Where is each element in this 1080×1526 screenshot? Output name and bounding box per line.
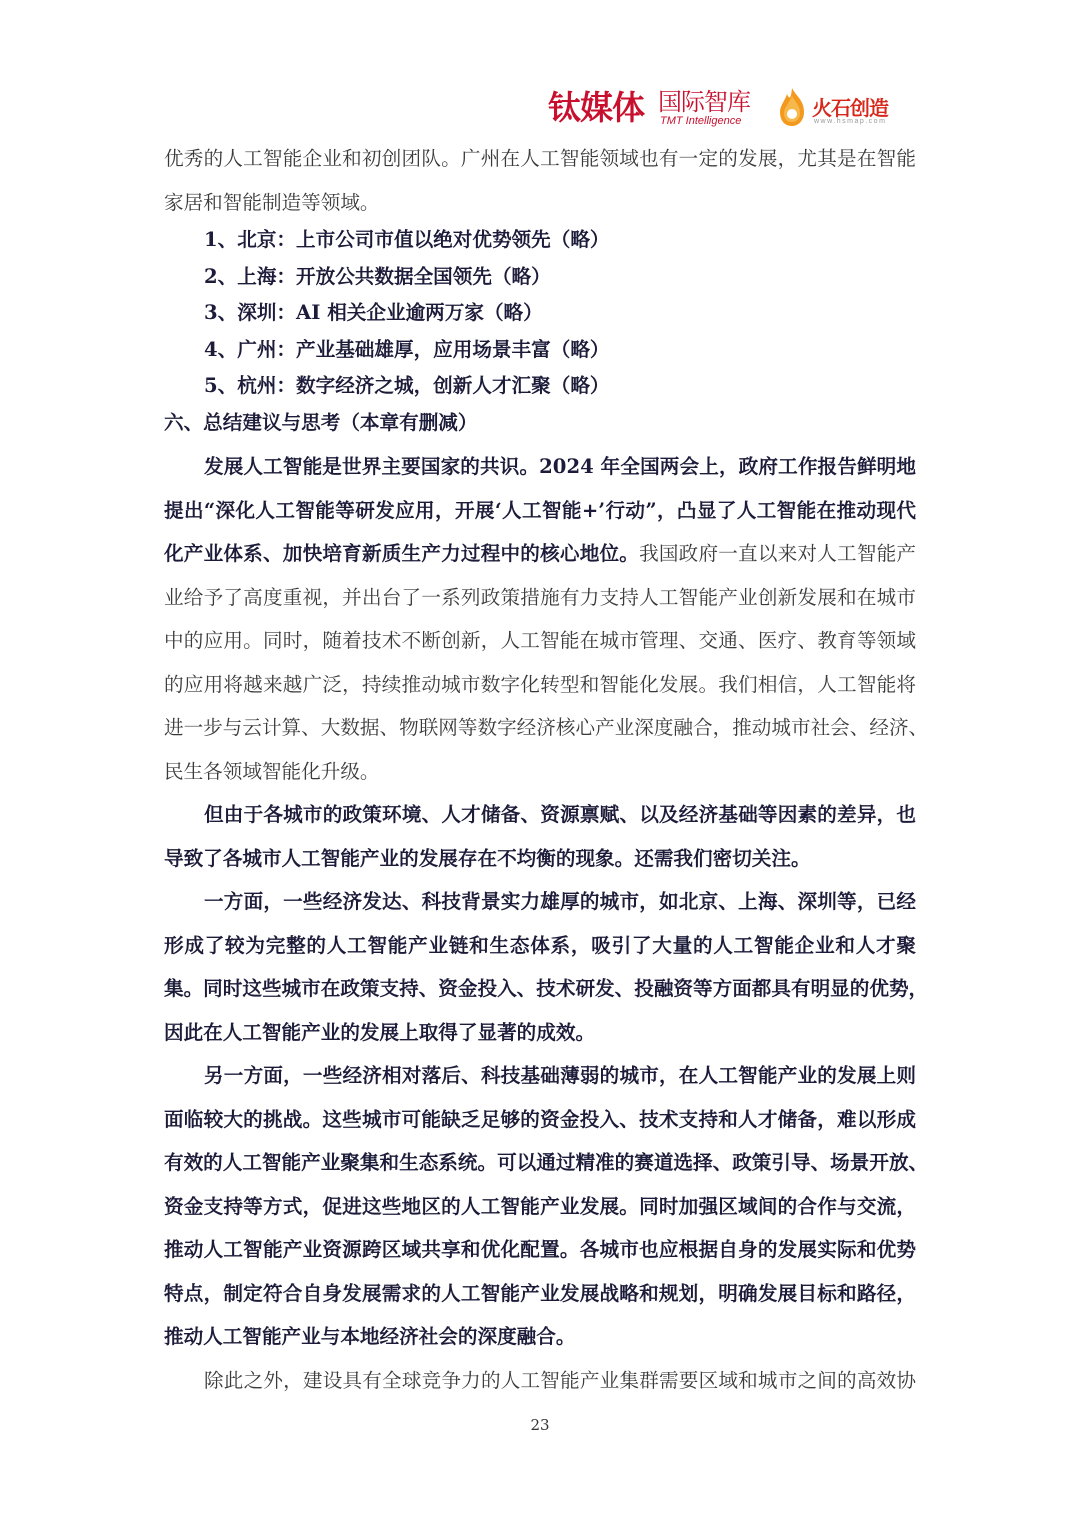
text: 家居和智能制造等领域。	[164, 190, 380, 214]
page-header	[544, 84, 904, 136]
text-line	[164, 137, 916, 181]
tmt-logo-text: 钛媒体	[548, 88, 644, 127]
bold-text: 因此在人工智能产业的发展上取得了显著的成效。	[164, 1020, 596, 1044]
paragraph	[164, 1359, 916, 1403]
bold-text: 4、广州：产业基础雄厚，应用场景丰富（略）	[204, 337, 610, 361]
bold-text: 推动人工智能产业与本地经济社会的深度融合。	[164, 1325, 576, 1348]
text-line	[164, 793, 916, 837]
bold-text: 一方面，一些经济发达、科技背景实力雄厚的城市，如北京、上海、深圳等，已经	[204, 890, 916, 913]
text-line	[164, 1228, 916, 1272]
text: 的应用将越来越广泛，持续推动城市数字化转型和智能化发展。我们相信，人工智能将	[164, 672, 916, 696]
text-line	[164, 222, 916, 259]
bold-text: 特点，制定符合自身发展需求的人工智能产业发展战略和规划，明确发展目标和路径，	[164, 1281, 916, 1305]
text-line	[164, 1359, 916, 1403]
tmt-intelligence-en: TMT Intelligence	[660, 115, 742, 127]
paragraph	[164, 1054, 929, 1359]
text-line	[164, 1098, 916, 1142]
page-number: 23	[530, 1416, 550, 1434]
text-line	[164, 880, 916, 924]
text-line	[164, 259, 916, 296]
bold-text: 5、杭州：数字经济之城，创新人才汇聚（略）	[204, 374, 610, 397]
flame-logo-icon	[776, 86, 808, 128]
text: 优秀的人工智能企业和初创团队。广州在人工智能领域也有一定的发展，尤其是在智能	[164, 147, 916, 170]
section-heading	[164, 405, 916, 442]
paragraph	[164, 445, 929, 793]
text-line	[164, 445, 916, 489]
bold-text: 3、深圳：AI 相关企业逾两万家（略）	[204, 301, 543, 324]
text-line	[164, 576, 916, 620]
text-line	[164, 1011, 916, 1055]
hsmap-logo-text: 火石创造	[812, 96, 888, 120]
bold-text: 2、上海：开放公共数据全国领先（略）	[204, 264, 551, 288]
bold-text: 发展人工智能是世界主要国家的共识。2024 年全国两会上，政府工作报告鲜明地	[204, 455, 916, 478]
text-line	[164, 706, 929, 750]
text-line	[164, 532, 916, 576]
text: 民生各领域智能化升级。	[164, 759, 380, 783]
text-line	[164, 405, 916, 442]
paragraph	[164, 137, 916, 224]
text-line	[164, 1272, 916, 1316]
text-line	[164, 1054, 916, 1098]
text-line	[164, 181, 916, 225]
bold-text: 六、总结建议与思考（本章有删减）	[164, 410, 478, 434]
text: 进一步与云计算、大数据、物联网等数字经济核心产业深度融合，推动城市社会、经济、	[164, 716, 929, 739]
bold-text: 有效的人工智能产业聚集和生态系统。可以通过精准的赛道选择、政策引导、场景开放、	[164, 1151, 929, 1174]
bold-text: 形成了较为完整的人工智能产业链和生态体系，吸引了大量的人工智能企业和人才聚	[164, 933, 916, 957]
bold-text: 推动人工智能产业资源跨区域共享和优化配置。各城市也应根据自身的发展实际和优势	[164, 1238, 916, 1261]
bold-text: 提出“深化人工智能等研发应用，开展‘人工智能+’行动”，凸显了人工智能在推动现代	[164, 498, 916, 522]
text-line	[164, 332, 916, 369]
text: 我国政府一直以来对人工智能产	[639, 542, 917, 565]
bold-text: 但由于各城市的政策环境、人才储备、资源禀赋、以及经济基础等因素的差异，也	[204, 803, 916, 826]
city-list	[164, 222, 916, 405]
bold-text: 资金支持等方式，促进这些地区的人工智能产业发展。同时加强区域间的合作与交流，	[164, 1194, 916, 1218]
tmt-intelligence-text: 国际智库	[658, 88, 750, 116]
text-line	[164, 1185, 916, 1229]
text-line	[164, 295, 916, 332]
text-line	[164, 924, 916, 968]
text: 业给予了高度重视，并出台了一系列政策措施有力支持人工智能产业创新发展和在城市	[164, 585, 916, 609]
document-body	[164, 137, 929, 1402]
bold-text: 集。同时这些城市在政策支持、资金投入、技术研发、投融资等方面都具有明显的优势，	[164, 977, 929, 1000]
bold-text: 化产业体系、加快培育新质生产力过程中的核心地位。	[164, 542, 640, 565]
text-line	[164, 663, 916, 707]
paragraph	[164, 880, 929, 1054]
text-line	[164, 368, 916, 405]
text-line	[164, 750, 916, 794]
text: 除此之外，建设具有全球竞争力的人工智能产业集群需要区域和城市之间的高效协	[204, 1368, 916, 1392]
paragraph	[164, 793, 916, 880]
hsmap-url: www.hsmap.com	[814, 118, 887, 125]
text-line	[164, 619, 916, 663]
bold-text: 1、北京：上市公司市值以绝对优势领先（略）	[204, 228, 610, 251]
text-line	[164, 967, 929, 1011]
text-line	[164, 837, 916, 881]
text-line	[164, 1141, 929, 1185]
bold-text: 导致了各城市人工智能产业的发展存在不均衡的现象。还需我们密切关注。	[164, 846, 811, 870]
text-line	[164, 489, 916, 533]
text-line	[164, 1315, 916, 1359]
bold-text: 另一方面，一些经济相对落后、科技基础薄弱的城市，在人工智能产业的发展上则	[204, 1064, 916, 1087]
text: 中的应用。同时，随着技术不断创新，人工智能在城市管理、交通、医疗、教育等领域	[164, 629, 916, 652]
bold-text: 面临较大的挑战。这些城市可能缺乏足够的资金投入、技术支持和人才储备，难以形成	[164, 1107, 916, 1131]
